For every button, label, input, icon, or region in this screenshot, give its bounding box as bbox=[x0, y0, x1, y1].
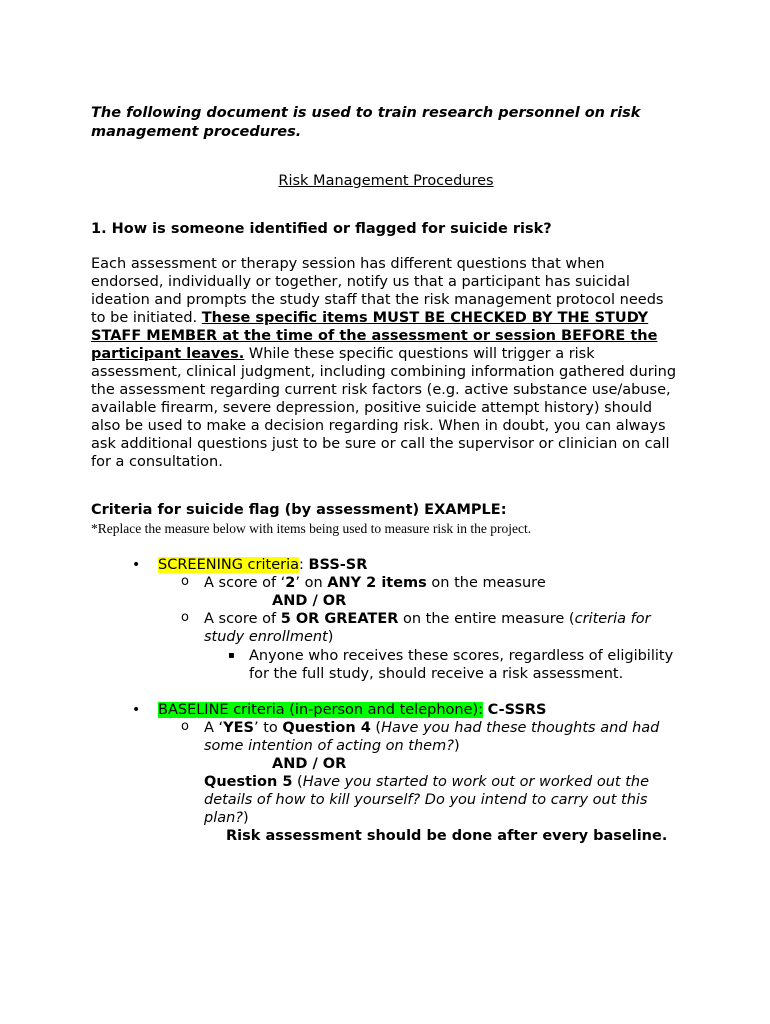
question-5-label: Question 5 bbox=[204, 774, 293, 790]
screening-colon: : bbox=[299, 557, 304, 573]
paragraph-part-2: While these specific questions will trigger a risk assessment, clinical judgment, including combining information gathered during the assessment regarding current risk factors (e.g. active substance use/abuse, available firearm, severe depression, positive suicide attempt history) should also be used to make a decision regarding risk. When in doubt, you can always ask additional questions just to be sure or call the supervisor or clinician on call for a consultation. bbox=[91, 346, 677, 470]
text: ) bbox=[243, 810, 249, 826]
text: on the entire measure ( bbox=[398, 611, 575, 627]
criteria-heading: Criteria for suicide flag (by assessment) EXAMPLE: bbox=[91, 502, 507, 518]
question-1-heading: 1. How is someone identified or flagged for suicide risk? bbox=[91, 221, 552, 237]
bullet-icon: • bbox=[132, 557, 141, 573]
sub-bullet-icon: o bbox=[181, 610, 189, 625]
text: ) bbox=[453, 738, 460, 754]
criteria-note: *Replace the measure below with items being used to measure risk in the project. bbox=[91, 521, 532, 536]
baseline-risk-note bbox=[91, 827, 681, 845]
screening-andor: AND / OR bbox=[272, 593, 347, 609]
question-4-text: Have you had these thoughts and had some intention of acting on them? bbox=[204, 720, 660, 754]
baseline-measure: C-SSRS bbox=[487, 702, 547, 718]
score-threshold: 5 OR GREATER bbox=[280, 611, 399, 627]
text: A score of ‘ bbox=[204, 575, 286, 591]
text: A score of bbox=[204, 611, 281, 627]
baseline-label: BASELINE criteria (in-person and telephone): bbox=[158, 702, 484, 718]
items-count: ANY 2 items bbox=[327, 575, 427, 591]
screening-item-2 bbox=[91, 610, 681, 646]
screening-measure: BSS-SR bbox=[308, 557, 368, 573]
text: ( bbox=[292, 774, 303, 790]
intro-text: The following document is used to train research personnel on risk management procedures. bbox=[91, 105, 641, 140]
text: ( bbox=[370, 720, 382, 736]
subitem-text: Anyone who receives these scores, regardless of eligibility for the full study, should receive a risk assessment. bbox=[249, 648, 674, 682]
screening-bullet bbox=[91, 556, 681, 574]
question-5-text: Have you started to work out or worked out the details of how to kill yourself? Do you intend to carry out this plan? bbox=[204, 774, 650, 826]
paragraph-part-1: Each assessment or therapy session has different questions that when endorsed, individually or together, notify us that a participant has suicidal ideation and prompts the study staff that the risk management protocol needs to be initiated. bbox=[91, 256, 664, 326]
criteria-italic: criteria for study enrollment bbox=[204, 611, 651, 645]
baseline-section bbox=[91, 701, 681, 845]
baseline-bullet bbox=[91, 701, 681, 719]
document-title: Risk Management Procedures bbox=[278, 173, 494, 189]
bullet-icon: • bbox=[132, 702, 141, 718]
text: A ‘ bbox=[204, 720, 224, 736]
score-value: 2 bbox=[285, 575, 296, 591]
square-bullet-icon: ▪ bbox=[228, 650, 235, 661]
text: ’ to bbox=[254, 720, 283, 736]
text: on the measure bbox=[426, 575, 546, 591]
baseline-item-q5 bbox=[91, 773, 681, 827]
baseline-andor: AND / OR bbox=[272, 756, 347, 772]
screening-item-1 bbox=[91, 574, 681, 592]
paragraph-emphasis: These specific items MUST BE CHECKED BY THE STUDY STAFF MEMBER at the time of the assessment or session BEFORE the participant leaves. bbox=[91, 310, 658, 362]
text: ’ on bbox=[295, 575, 328, 591]
yes-text: YES bbox=[223, 720, 254, 736]
screening-subitem bbox=[91, 647, 681, 683]
screening-section bbox=[91, 556, 681, 683]
baseline-item-q4 bbox=[91, 719, 681, 755]
document-page bbox=[91, 104, 681, 845]
screening-label: SCREENING criteria bbox=[158, 557, 299, 573]
explanation-paragraph bbox=[91, 255, 681, 471]
sub-bullet-icon: o bbox=[181, 574, 189, 589]
question-4-label: Question 4 bbox=[282, 720, 371, 736]
risk-note-text: Risk assessment should be done after every baseline. bbox=[226, 828, 668, 844]
sub-bullet-icon: o bbox=[181, 719, 189, 734]
text: ) bbox=[327, 629, 334, 645]
